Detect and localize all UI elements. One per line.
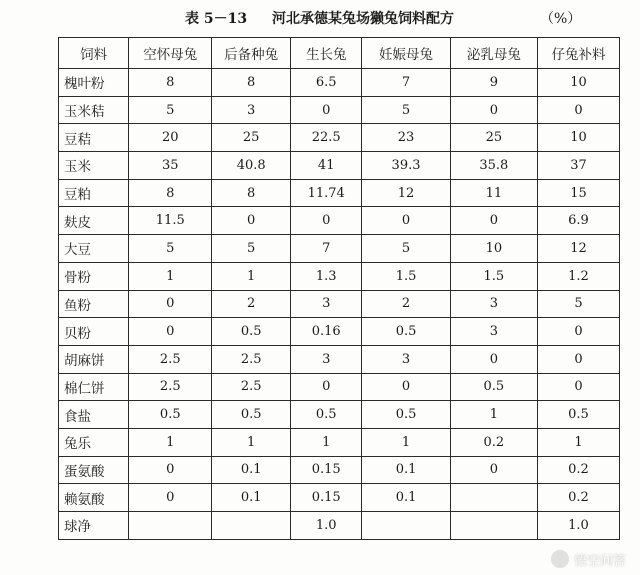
table-row <box>59 345 620 373</box>
table-cell: 0.1 <box>362 484 450 512</box>
table-cell: 0.2 <box>450 428 537 456</box>
table-cell: 0 <box>537 318 619 346</box>
table-row <box>59 207 620 235</box>
table-cell: 8 <box>129 69 212 97</box>
table-cell: 23 <box>362 124 450 152</box>
table-cell: 1 <box>537 428 619 456</box>
table-cell: 1 <box>212 428 291 456</box>
table-cell: 3 <box>212 96 291 124</box>
table-cell: 1 <box>362 428 450 456</box>
table-title: 河北承德某兔场獭兔饲料配方 <box>272 11 454 27</box>
table-cell: 0.5 <box>212 401 291 429</box>
table-row <box>59 401 620 429</box>
table-cell: 10 <box>537 124 619 152</box>
table-cell: 0.5 <box>450 373 537 401</box>
header-cell-open-doe: 空怀母兔 <box>129 38 212 69</box>
table-cell: 0 <box>129 456 212 484</box>
table-cell: 11.74 <box>291 179 362 207</box>
table-cell: 0 <box>129 484 212 512</box>
header-cell-replacement: 后备种兔 <box>212 38 291 69</box>
table-cell: 37 <box>537 152 619 180</box>
table-cell: 0.5 <box>212 318 291 346</box>
table-cell: 0 <box>537 345 619 373</box>
table-cell: 1 <box>291 428 362 456</box>
table-cell: 3 <box>450 318 537 346</box>
table-row <box>59 512 620 540</box>
table-header <box>59 38 620 69</box>
table-row <box>59 484 620 512</box>
header-cell-grower: 生长兔 <box>291 38 362 69</box>
table-cell: 11.5 <box>129 207 212 235</box>
header-cell-pregnant-doe: 妊娠母兔 <box>362 38 450 69</box>
header-cell-feed: 饲料 <box>59 38 129 69</box>
table-cell: 0.1 <box>362 456 450 484</box>
table-cell: 0.2 <box>537 484 619 512</box>
table-cell: 5 <box>212 235 291 263</box>
table-cell: 8 <box>129 179 212 207</box>
table-row <box>59 124 620 152</box>
table-cell: 5 <box>362 96 450 124</box>
row-header-cell: 球净 <box>59 512 129 540</box>
table-cell: 0 <box>129 290 212 318</box>
table-cell: 9 <box>450 69 537 97</box>
table-cell: 8 <box>212 179 291 207</box>
table-cell: 25 <box>212 124 291 152</box>
table-cell: 22.5 <box>291 124 362 152</box>
table-cell: 0 <box>362 207 450 235</box>
table-row <box>59 373 620 401</box>
table-cell: 6.9 <box>537 207 619 235</box>
table-cell: 7 <box>362 69 450 97</box>
table-cell: 35.8 <box>450 152 537 180</box>
table-cell: 2.5 <box>212 373 291 401</box>
watermark-text: 悟空问答 <box>573 553 626 569</box>
table-row <box>59 318 620 346</box>
row-header-cell: 胡麻饼 <box>59 345 129 373</box>
table-cell: 41 <box>291 152 362 180</box>
table-cell: 3 <box>362 345 450 373</box>
table-row <box>59 152 620 180</box>
table-cell: 0.5 <box>362 318 450 346</box>
table-cell: 2.5 <box>129 373 212 401</box>
table-cell: 5 <box>362 235 450 263</box>
table-cell: 10 <box>450 235 537 263</box>
header-cell-creep-feed: 仔兔补料 <box>537 38 619 69</box>
table-row <box>59 179 620 207</box>
table-cell: 0 <box>450 207 537 235</box>
table-row <box>59 262 620 290</box>
table-cell: 2.5 <box>212 345 291 373</box>
table-cell: 10 <box>537 69 619 97</box>
table-cell <box>450 512 537 540</box>
table-row <box>59 428 620 456</box>
table-cell: 0 <box>450 96 537 124</box>
table-cell: 0.1 <box>212 484 291 512</box>
table-cell: 0.5 <box>537 401 619 429</box>
table-number: 表 5－13 <box>185 11 248 27</box>
table-cell: 0 <box>537 96 619 124</box>
table-cell: 1 <box>129 262 212 290</box>
table-cell: 0.5 <box>129 401 212 429</box>
table-cell: 0 <box>537 373 619 401</box>
table-row <box>59 96 620 124</box>
row-header-cell: 食盐 <box>59 401 129 429</box>
table-cell: 1.0 <box>291 512 362 540</box>
table-cell: 0 <box>291 373 362 401</box>
row-header-cell: 蛋氨酸 <box>59 456 129 484</box>
table-cell: 0.16 <box>291 318 362 346</box>
table-cell <box>129 512 212 540</box>
table-cell <box>362 512 450 540</box>
row-header-cell: 豆粕 <box>59 179 129 207</box>
table-cell: 1.2 <box>537 262 619 290</box>
table-cell: 20 <box>129 124 212 152</box>
table-cell: 12 <box>537 235 619 263</box>
table-row <box>59 290 620 318</box>
table-cell <box>212 512 291 540</box>
table-cell: 1 <box>450 401 537 429</box>
watermark <box>550 549 626 569</box>
table-row <box>59 456 620 484</box>
table-cell: 0 <box>291 207 362 235</box>
row-header-cell: 大豆 <box>59 235 129 263</box>
table-unit: （%） <box>540 11 582 27</box>
row-header-cell: 贝粉 <box>59 318 129 346</box>
table-cell: 7 <box>291 235 362 263</box>
table-cell <box>450 484 537 512</box>
table-cell: 5 <box>129 235 212 263</box>
table-cell: 3 <box>450 290 537 318</box>
table-cell: 0 <box>362 373 450 401</box>
table-cell: 5 <box>129 96 212 124</box>
table-cell: 0.2 <box>537 456 619 484</box>
table-cell: 15 <box>537 179 619 207</box>
table-cell: 0 <box>450 345 537 373</box>
table-cell: 3 <box>291 290 362 318</box>
table-cell: 8 <box>212 69 291 97</box>
table-cell: 2.5 <box>129 345 212 373</box>
table-row <box>59 235 620 263</box>
table-cell: 1.5 <box>450 262 537 290</box>
watermark-logo-icon <box>550 549 570 569</box>
table-cell: 6.5 <box>291 69 362 97</box>
table-cell: 1.3 <box>291 262 362 290</box>
row-header-cell: 棉仁饼 <box>59 373 129 401</box>
table-cell: 0 <box>450 456 537 484</box>
table-body <box>59 69 620 540</box>
row-header-cell: 赖氨酸 <box>59 484 129 512</box>
table-cell: 40.8 <box>212 152 291 180</box>
header-cell-lactating-doe: 泌乳母兔 <box>450 38 537 69</box>
table-cell: 0.15 <box>291 456 362 484</box>
table-cell: 0 <box>291 96 362 124</box>
table-cell: 2 <box>362 290 450 318</box>
table-cell: 1 <box>129 428 212 456</box>
table-cell: 0 <box>129 318 212 346</box>
table-caption <box>0 6 640 30</box>
table-cell: 5 <box>537 290 619 318</box>
table-cell: 1 <box>212 262 291 290</box>
row-header-cell: 鱼粉 <box>59 290 129 318</box>
table-cell: 3 <box>291 345 362 373</box>
row-header-cell: 玉米 <box>59 152 129 180</box>
table-cell: 0.1 <box>212 456 291 484</box>
row-header-cell: 槐叶粉 <box>59 69 129 97</box>
table-cell: 2 <box>212 290 291 318</box>
table-cell: 1.0 <box>537 512 619 540</box>
table-cell: 35 <box>129 152 212 180</box>
row-header-cell: 骨粉 <box>59 262 129 290</box>
table-cell: 25 <box>450 124 537 152</box>
row-header-cell: 豆秸 <box>59 124 129 152</box>
table-cell: 12 <box>362 179 450 207</box>
table-cell: 0.15 <box>291 484 362 512</box>
table-cell: 39.3 <box>362 152 450 180</box>
table-cell: 11 <box>450 179 537 207</box>
row-header-cell: 兔乐 <box>59 428 129 456</box>
table-cell: 0.5 <box>362 401 450 429</box>
table-cell: 0.5 <box>291 401 362 429</box>
header-row <box>59 38 620 69</box>
row-header-cell: 麸皮 <box>59 207 129 235</box>
feed-formula-table <box>58 37 620 540</box>
row-header-cell: 玉米秸 <box>59 96 129 124</box>
table-cell: 0 <box>212 207 291 235</box>
table-row <box>59 69 620 97</box>
table-cell: 1.5 <box>362 262 450 290</box>
